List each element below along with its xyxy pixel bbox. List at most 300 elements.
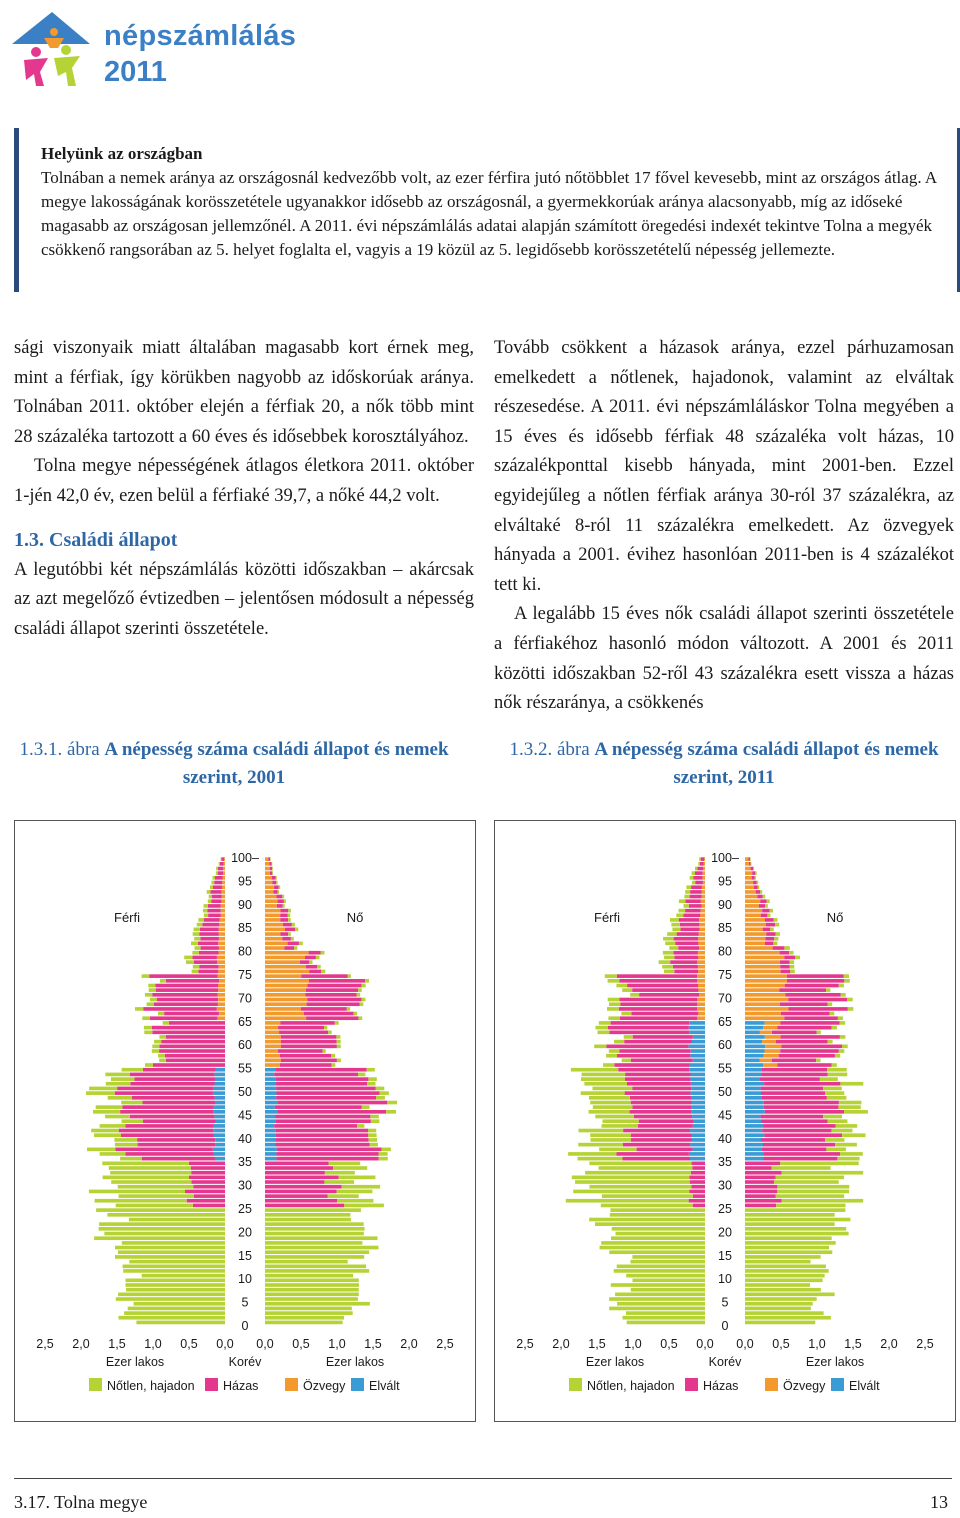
bar-female-age-76	[745, 965, 780, 969]
bar-female-age-89	[265, 904, 277, 908]
bar-male-age-1	[119, 1316, 226, 1320]
bar-female-age-77	[265, 960, 300, 964]
bar-male-age-46	[692, 1105, 705, 1109]
bar-female-age-53	[274, 1073, 358, 1077]
bar-male-age-64	[689, 1021, 705, 1025]
bar-male-age-98	[704, 862, 705, 866]
female-label: Nő	[346, 910, 364, 925]
bar-male-age-66	[698, 1012, 705, 1016]
bar-female-age-75	[745, 970, 781, 974]
bar-male-age-92	[690, 890, 702, 894]
bar-male-age-80	[699, 946, 705, 950]
bar-male-age-9	[633, 1279, 706, 1283]
bar-male-age-11	[614, 1269, 705, 1273]
bar-male-age-61	[166, 1035, 225, 1039]
bar-female-age-37	[745, 1148, 761, 1152]
bar-male-age-90	[685, 899, 700, 903]
age-tick-label: 50	[238, 1085, 252, 1099]
bar-female-age-85	[745, 923, 766, 927]
bar-male-age-97	[698, 867, 704, 871]
bar-female-age-93	[758, 885, 760, 889]
bar-male-age-32	[191, 1171, 225, 1175]
bar-male-age-40	[213, 1133, 225, 1137]
bar-female-age-81	[765, 942, 774, 946]
bar-male-age-33	[693, 1166, 706, 1170]
bar-female-age-25	[776, 1204, 845, 1208]
bar-female-age-2	[265, 1311, 353, 1315]
bar-female-age-97	[272, 867, 273, 871]
bar-male-age-71	[149, 988, 156, 992]
bar-female-age-79	[789, 951, 793, 955]
bar-male-age-77	[217, 960, 225, 964]
bar-male-age-42	[693, 1124, 705, 1128]
x-tick-label-left: 0,5	[180, 1337, 198, 1351]
bar-male-age-62	[152, 1031, 225, 1035]
bar-male-age-74	[149, 974, 217, 978]
bar-male-age-33	[191, 1166, 225, 1170]
bar-female-age-39	[275, 1138, 368, 1142]
bar-female-age-8	[265, 1283, 359, 1287]
bar-female-age-31	[745, 1176, 776, 1180]
bar-male-age-38	[115, 1143, 138, 1147]
bar-female-age-58	[265, 1049, 278, 1053]
bar-male-age-60	[161, 1040, 225, 1044]
bar-female-age-72	[362, 984, 366, 988]
bar-male-age-64	[599, 1021, 611, 1025]
bar-female-age-71	[826, 988, 830, 992]
bar-female-age-26	[745, 1199, 782, 1203]
bar-female-age-70	[305, 993, 356, 997]
bar-female-age-23	[745, 1213, 835, 1217]
pyramid-chart-2001	[14, 820, 476, 1422]
bar-male-age-27	[602, 1194, 693, 1198]
bar-female-age-45	[745, 1110, 765, 1114]
bar-male-age-55	[614, 1063, 690, 1067]
bar-male-age-51	[691, 1082, 705, 1086]
bar-female-age-86	[774, 918, 778, 922]
bar-male-age-66	[219, 1012, 225, 1016]
bar-male-age-56	[622, 1059, 631, 1063]
bar-male-age-83	[667, 932, 677, 936]
bar-female-age-96	[745, 871, 752, 875]
bar-male-age-94	[212, 881, 215, 885]
bar-female-age-57	[745, 1054, 764, 1058]
bar-female-age-36	[840, 1152, 863, 1156]
bar-female-age-82	[291, 937, 294, 941]
bar-female-age-7	[745, 1288, 821, 1292]
bar-male-age-47	[216, 1101, 225, 1105]
bar-male-age-69	[157, 998, 218, 1002]
bar-female-age-41	[832, 1129, 853, 1133]
bar-male-age-97	[218, 867, 223, 871]
bar-female-age-29	[745, 1185, 777, 1189]
age-tick-label: 65	[238, 1014, 252, 1029]
bar-male-age-47	[143, 1101, 216, 1105]
bar-female-age-59	[281, 1045, 337, 1049]
bar-female-age-38	[835, 1143, 857, 1147]
bar-male-age-56	[693, 1059, 705, 1063]
bar-female-age-57	[779, 1054, 835, 1058]
bar-female-age-59	[337, 1045, 341, 1049]
bar-female-age-89	[765, 904, 768, 908]
bar-male-age-39	[137, 1138, 215, 1142]
bar-female-age-24	[745, 1208, 845, 1212]
bar-female-age-99	[268, 857, 270, 861]
bar-female-age-26	[782, 1199, 864, 1203]
bar-male-age-27	[194, 1194, 225, 1198]
bar-female-age-97	[751, 867, 753, 871]
bar-male-age-65	[218, 1016, 226, 1020]
bar-male-age-43	[603, 1119, 639, 1123]
bar-male-age-88	[679, 909, 686, 913]
bar-female-age-69	[788, 998, 847, 1002]
bar-female-age-97	[265, 867, 270, 871]
bar-male-age-87	[208, 914, 221, 918]
bar-female-age-64	[745, 1021, 765, 1025]
bar-male-age-56	[166, 1059, 225, 1063]
bar-female-age-74	[265, 974, 301, 978]
bar-male-age-35	[120, 1157, 142, 1161]
bar-female-age-6	[745, 1293, 835, 1297]
bar-female-age-30	[324, 1180, 354, 1184]
bar-male-age-41	[119, 1129, 214, 1133]
bar-male-age-57	[165, 1054, 225, 1058]
x-tick-label-left: 0,0	[216, 1337, 234, 1351]
bar-female-age-35	[837, 1157, 859, 1161]
bar-male-age-52	[625, 1077, 691, 1081]
bar-female-age-66	[265, 1012, 304, 1016]
bar-male-age-95	[223, 876, 226, 880]
bar-female-age-96	[270, 871, 272, 875]
bar-male-age-23	[610, 1213, 705, 1217]
bar-female-age-91	[757, 895, 762, 899]
bar-female-age-73	[745, 979, 787, 983]
bar-male-age-53	[625, 1073, 690, 1077]
bar-female-age-91	[763, 895, 766, 899]
x-tick-label-left: 0,0	[696, 1337, 714, 1351]
bar-female-age-75	[781, 970, 791, 974]
bar-male-age-40	[590, 1133, 631, 1137]
bar-female-age-54	[761, 1068, 827, 1072]
bar-male-age-90	[701, 899, 705, 903]
age-tick-label: 75	[718, 968, 732, 982]
bar-female-age-44	[745, 1115, 761, 1119]
bar-female-age-61	[265, 1035, 281, 1039]
bar-male-age-87	[684, 914, 701, 918]
bar-female-age-53	[762, 1073, 828, 1077]
bar-female-age-42	[836, 1124, 858, 1128]
bar-male-age-57	[606, 1054, 617, 1058]
bar-male-age-15	[609, 1250, 705, 1254]
bar-male-age-78	[192, 956, 217, 960]
pyramid-svg	[495, 821, 955, 1421]
bar-female-age-60	[776, 1040, 828, 1044]
bar-male-age-84	[672, 928, 680, 932]
bar-male-age-79	[219, 951, 226, 955]
bar-female-age-61	[745, 1035, 765, 1039]
legend-label: Özvegy	[303, 1379, 346, 1393]
x-tick-label-right: 0,5	[772, 1337, 790, 1351]
bar-female-age-46	[838, 1105, 860, 1109]
bar-male-age-47	[121, 1101, 142, 1105]
bar-male-age-9	[126, 1279, 226, 1283]
bar-female-age-4	[745, 1302, 813, 1306]
bar-female-age-87	[280, 914, 288, 918]
bar-male-age-83	[193, 932, 200, 936]
bar-male-age-28	[185, 1190, 225, 1194]
bar-male-age-53	[105, 1073, 130, 1077]
bar-male-age-71	[622, 988, 632, 992]
bar-female-age-14	[745, 1255, 821, 1259]
bar-female-age-61	[281, 1035, 337, 1039]
bar-male-age-5	[116, 1297, 225, 1301]
bar-female-age-43	[276, 1119, 371, 1123]
age-axis-label: Korév	[708, 1355, 742, 1369]
bar-female-age-78	[795, 956, 800, 960]
bar-female-age-93	[754, 885, 758, 889]
bar-male-age-84	[681, 928, 700, 932]
bar-female-age-64	[335, 1021, 339, 1025]
x-tick-label-left: 1,5	[588, 1337, 606, 1351]
bar-male-age-74	[142, 974, 150, 978]
bar-male-age-25	[693, 1204, 705, 1208]
bar-male-age-7	[631, 1288, 705, 1292]
bar-female-age-55	[332, 1063, 336, 1067]
bar-male-age-79	[192, 951, 199, 955]
bar-male-age-92	[210, 890, 221, 894]
bar-male-age-22	[129, 1218, 225, 1222]
bar-female-age-65	[306, 1016, 358, 1020]
bar-female-age-94	[753, 881, 757, 885]
bar-female-age-49	[277, 1091, 380, 1095]
right-paragraph-2: A legalább 15 éves nők családi állapot szerinti összetétele a férfiakéhoz hasonló módon változott. A 2001 és 2011 közötti időszakban 52-ről 43 százalékra esett vissza a házas nők részaránya, a csökkenés	[494, 604, 954, 714]
bar-male-age-40	[692, 1133, 706, 1137]
bar-female-age-38	[370, 1143, 378, 1147]
bar-male-age-94	[222, 881, 225, 885]
bar-female-age-52	[760, 1077, 820, 1081]
bar-male-age-69	[218, 998, 225, 1002]
bar-male-age-42	[100, 1124, 126, 1128]
bar-female-age-40	[745, 1133, 764, 1137]
bar-female-age-80	[265, 946, 284, 950]
bar-male-age-75	[664, 970, 674, 974]
bar-male-age-85	[202, 923, 219, 927]
bar-female-age-46	[764, 1105, 839, 1109]
bar-male-age-97	[703, 867, 705, 871]
bar-male-age-54	[689, 1068, 705, 1072]
bar-female-age-58	[839, 1049, 845, 1053]
bar-female-age-51	[745, 1082, 764, 1086]
bar-female-age-44	[276, 1115, 371, 1119]
bar-male-age-95	[702, 876, 705, 880]
bar-female-age-26	[265, 1199, 337, 1203]
legend-swatch	[205, 1378, 218, 1391]
bar-female-age-35	[276, 1157, 378, 1161]
bar-male-age-73	[608, 979, 620, 983]
bar-female-age-62	[279, 1031, 328, 1035]
bar-male-age-26	[566, 1199, 689, 1203]
bar-female-age-35	[265, 1157, 276, 1161]
x-axis-unit-left: Ezer lakos	[585, 1355, 645, 1369]
bar-male-age-47	[631, 1101, 692, 1105]
age-tick-label: 100–	[231, 851, 259, 865]
bar-female-age-64	[840, 1021, 846, 1025]
bar-male-age-61	[633, 1035, 693, 1039]
bar-male-age-57	[158, 1054, 165, 1058]
bar-female-age-71	[265, 988, 306, 992]
legend-swatch	[831, 1378, 844, 1391]
bar-female-age-79	[321, 951, 325, 955]
age-tick-label: 30	[718, 1178, 732, 1193]
bar-male-age-31	[189, 1176, 225, 1180]
bar-male-age-86	[679, 918, 699, 922]
figure-2-title: A népesség száma családi állapot és nemek szerint, 2011	[594, 739, 939, 788]
bar-male-age-81	[665, 942, 675, 946]
age-tick-label: 0	[721, 1319, 729, 1333]
age-tick-label: 40	[718, 1131, 732, 1146]
bar-male-age-0	[136, 1321, 225, 1325]
bar-male-age-81	[218, 942, 225, 946]
bar-female-age-77	[300, 960, 310, 964]
bar-female-age-37	[277, 1148, 382, 1152]
bar-male-age-73	[619, 979, 697, 983]
bar-male-age-51	[584, 1082, 627, 1086]
bar-male-age-29	[118, 1185, 194, 1189]
bar-male-age-55	[153, 1063, 225, 1067]
bar-male-age-28	[573, 1190, 689, 1194]
bar-male-age-40	[631, 1133, 692, 1137]
bar-male-age-76	[193, 965, 199, 969]
bar-male-age-25	[193, 1204, 225, 1208]
bar-female-age-98	[745, 862, 749, 866]
bar-male-age-13	[631, 1260, 706, 1264]
bar-male-age-85	[671, 923, 679, 927]
bar-male-age-88	[221, 909, 225, 913]
bar-male-age-68	[147, 1002, 154, 1006]
bar-male-age-19	[616, 1232, 706, 1236]
bar-female-age-33	[745, 1166, 772, 1170]
bar-male-age-37	[87, 1148, 115, 1152]
bar-female-age-16	[265, 1246, 379, 1250]
bar-male-age-80	[201, 946, 219, 950]
bar-male-age-92	[221, 890, 225, 894]
bar-male-age-76	[698, 965, 705, 969]
bar-male-age-87	[676, 914, 683, 918]
bar-female-age-48	[745, 1096, 761, 1100]
bar-female-age-39	[745, 1138, 761, 1142]
bar-male-age-96	[695, 871, 703, 875]
bar-female-age-78	[265, 956, 305, 960]
bar-female-age-49	[745, 1091, 761, 1095]
x-tick-label-left: 2,5	[36, 1337, 54, 1351]
bar-female-age-56	[281, 1059, 337, 1063]
bar-male-age-84	[219, 928, 225, 932]
bar-male-age-72	[155, 984, 218, 988]
bar-male-age-73	[219, 979, 225, 983]
bar-female-age-62	[817, 1031, 821, 1035]
age-tick-label: 90	[718, 897, 732, 912]
x-axis-unit-left: Ezer lakos	[105, 1355, 165, 1369]
bar-female-age-31	[776, 1176, 844, 1180]
bar-male-age-30	[111, 1180, 191, 1184]
bar-female-age-98	[265, 862, 269, 866]
bar-female-age-1	[265, 1316, 344, 1320]
x-tick-label-left: 1,0	[144, 1337, 162, 1351]
bar-female-age-9	[265, 1279, 359, 1283]
bar-male-age-59	[152, 1045, 159, 1049]
bar-male-age-69	[608, 998, 620, 1002]
bar-male-age-86	[220, 918, 225, 922]
bar-male-age-69	[150, 998, 157, 1002]
bar-male-age-66	[164, 1012, 219, 1016]
bar-female-age-85	[775, 923, 779, 927]
bar-male-age-93	[213, 885, 222, 889]
bar-female-age-54	[265, 1068, 275, 1072]
bar-female-age-62	[772, 1031, 817, 1035]
bar-male-age-42	[214, 1124, 225, 1128]
bar-male-age-83	[699, 932, 705, 936]
bar-female-age-61	[840, 1035, 846, 1039]
bar-female-age-64	[781, 1021, 840, 1025]
bar-male-age-61	[693, 1035, 705, 1039]
bar-male-age-35	[690, 1157, 705, 1161]
x-axis-unit-right: Ezer lakos	[805, 1355, 865, 1369]
bar-female-age-99	[265, 857, 268, 861]
bar-female-age-52	[820, 1077, 838, 1081]
bar-female-age-72	[308, 984, 362, 988]
bar-female-age-59	[765, 1045, 781, 1049]
bar-female-age-77	[790, 960, 795, 964]
bar-male-age-98	[698, 862, 700, 866]
bar-male-age-90	[211, 899, 221, 903]
bar-male-age-91	[209, 895, 212, 899]
bar-male-age-99	[221, 857, 222, 861]
bar-female-age-88	[281, 909, 289, 913]
bar-male-age-91	[690, 895, 702, 899]
legend-label: Házas	[703, 1379, 739, 1393]
bar-female-age-38	[276, 1143, 370, 1147]
x-tick-label-right: 1,0	[808, 1337, 826, 1351]
bar-male-age-94	[692, 881, 695, 885]
bar-female-age-74	[844, 974, 849, 978]
bar-female-age-68	[265, 1002, 307, 1006]
bar-female-age-46	[275, 1105, 362, 1109]
bar-male-age-91	[684, 895, 689, 899]
bar-female-age-83	[288, 932, 291, 936]
bar-female-age-50	[265, 1087, 276, 1091]
bar-male-age-96	[692, 871, 695, 875]
legend-label: Házas	[223, 1379, 259, 1393]
bar-male-age-46	[96, 1105, 123, 1109]
bar-male-age-82	[663, 937, 674, 941]
bar-female-age-0	[745, 1321, 815, 1325]
bar-female-age-94	[265, 881, 273, 885]
bar-male-age-43	[693, 1119, 705, 1123]
bar-female-age-97	[270, 867, 272, 871]
bar-female-age-56	[760, 1059, 772, 1063]
bar-male-age-27	[693, 1194, 705, 1198]
bar-female-age-76	[790, 965, 795, 969]
bar-female-age-0	[265, 1321, 343, 1325]
figure-1-title: A népesség száma családi állapot és nemek szerint, 2001	[104, 739, 449, 788]
bar-female-age-35	[379, 1157, 388, 1161]
bar-male-age-99	[221, 857, 224, 861]
bar-male-age-49	[213, 1091, 225, 1095]
bar-female-age-60	[762, 1040, 776, 1044]
bar-female-age-44	[823, 1115, 842, 1119]
bar-male-age-92	[685, 890, 690, 894]
bar-male-age-81	[675, 942, 698, 946]
